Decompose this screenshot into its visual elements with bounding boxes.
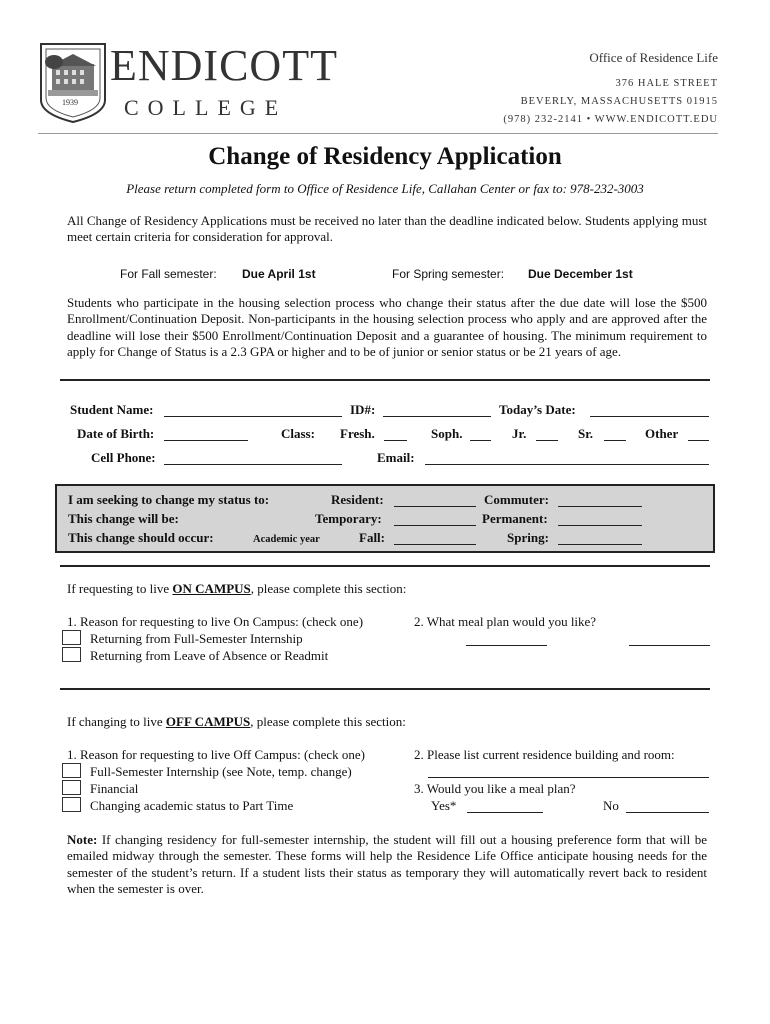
class-label: Class: (281, 426, 315, 441)
off-campus-opt3-checkbox[interactable] (62, 797, 81, 812)
fall-deadline-value: Due April 1st (242, 267, 316, 281)
email-label: Email: (377, 450, 415, 465)
off-campus-q2: 2. Please list current residence building and room: (414, 747, 675, 762)
spring-deadline-label: For Spring semester: (392, 267, 505, 281)
status-change-box (55, 484, 715, 553)
meal-plan-field-2[interactable] (629, 645, 710, 646)
todays-date-field[interactable] (590, 416, 709, 417)
header-divider (38, 133, 718, 134)
on-campus-opt2-checkbox[interactable] (62, 647, 81, 662)
college-wordmark: ENDICOTT (110, 41, 338, 90)
class-jr-label: Jr. (512, 426, 527, 441)
off-campus-intro-post: , please complete this section: (250, 714, 406, 729)
on-campus-opt2-label: Returning from Leave of Absence or Readmit (90, 648, 329, 663)
meal-plan-field-1[interactable] (466, 645, 547, 646)
commuter-field[interactable] (558, 506, 642, 507)
student-name-label: Student Name: (70, 402, 154, 417)
class-jr-field[interactable] (536, 440, 558, 441)
policy-paragraph: Students who participate in the housing selection process who change their status after the due date will lose the $500 Enrollment/Continuation Deposit. Non-participants in the housing selection process who apply and are approved after the deadline will lose their $500 Enrollment/Continuation Deposit and a guarantee of housing. The minimum requirement to apply for Change of Status is a 2.3 GPA or higher and to be of junior or senior status or be 21 years of age. (67, 295, 707, 360)
email-field[interactable] (425, 464, 709, 465)
on-campus-q1: 1. Reason for requesting to live On Campus: (check one) (67, 614, 364, 629)
class-other-field[interactable] (688, 440, 709, 441)
section-divider (60, 688, 710, 690)
class-sr-label: Sr. (578, 426, 594, 441)
off-campus-intro-pre: If changing to live (67, 714, 166, 729)
student-name-field[interactable] (164, 416, 342, 417)
spring-label: Spring: (507, 530, 549, 545)
college-seal-logo (38, 42, 108, 124)
cell-phone-field[interactable] (164, 464, 342, 465)
off-campus-opt1-checkbox[interactable] (62, 763, 81, 778)
permanent-label: Permanent: (482, 511, 548, 526)
spring-deadline-value: Due December 1st (528, 267, 633, 281)
class-fresh-field[interactable] (384, 440, 407, 441)
on-campus-key: ON CAMPUS (172, 581, 251, 596)
off-campus-opt2-checkbox[interactable] (62, 780, 81, 795)
on-campus-intro (67, 581, 406, 597)
off-campus-q3: 3. Would you like a meal plan? (414, 781, 576, 796)
on-campus-q2: 2. What meal plan would you like? (414, 614, 597, 629)
note-label: Note: (67, 832, 98, 847)
todays-date-label: Today’s Date: (499, 402, 576, 417)
change-will-be-label: This change will be: (68, 511, 179, 526)
page-title: Change of Residency Application (208, 143, 562, 170)
class-fresh-label: Fresh. (340, 426, 375, 441)
resident-label: Resident: (331, 492, 384, 507)
should-occur-label: This change should occur: (68, 530, 214, 545)
temporary-label: Temporary: (315, 511, 382, 526)
dob-label: Date of Birth: (77, 426, 155, 441)
class-sr-field[interactable] (604, 440, 626, 441)
fall-field[interactable] (394, 544, 476, 545)
off-campus-key: OFF CAMPUS (165, 714, 251, 729)
off-campus-q1: 1. Reason for requesting to live Off Campus: (check one) (67, 747, 365, 762)
meal-yes-label: Yes* (431, 798, 457, 813)
meal-no-label: No (603, 798, 619, 813)
meal-no-field[interactable] (626, 812, 709, 813)
on-campus-opt1-label: Returning from Full-Semester Internship (90, 631, 303, 646)
class-soph-label: Soph. (431, 426, 463, 441)
spring-field[interactable] (558, 544, 642, 545)
note-paragraph (67, 832, 707, 898)
on-campus-intro-post: , please complete this section: (250, 581, 407, 596)
fall-label: Fall: (359, 530, 385, 545)
dob-field[interactable] (164, 440, 248, 441)
off-campus-intro (67, 714, 406, 730)
temporary-field[interactable] (394, 525, 476, 526)
meal-yes-field[interactable] (467, 812, 543, 813)
off-campus-opt2-label: Financial (90, 781, 139, 796)
section-divider (60, 565, 710, 567)
on-campus-intro-pre: If requesting to live (67, 581, 173, 596)
office-name: Office of Residence Life (589, 50, 718, 65)
section-divider (60, 379, 710, 381)
college-wordmark-sub: COLLEGE (124, 95, 288, 120)
off-campus-opt3-label: Changing academic status to Part Time (90, 798, 294, 813)
class-soph-field[interactable] (470, 440, 491, 441)
commuter-label: Commuter: (484, 492, 549, 507)
note-text: If changing residency for full-semester internship, the student will fill out a housing preference form that will be emailed midway through the semester. These forms will help the Residence Life Office anticipate housing needs for the semester of the student’s return. If a student lists their status as temporary they will automatically revert back to resident when the semester is over. (67, 832, 707, 897)
resident-field[interactable] (394, 506, 476, 507)
page-subtitle: Please return completed form to Office of Residence Life, Callahan Center or fax to: 978-232-3003 (126, 181, 644, 196)
office-city: BEVERLY, MASSACHUSETTS 01915 (520, 96, 718, 107)
id-label: ID#: (350, 402, 376, 417)
on-campus-opt1-checkbox[interactable] (62, 630, 81, 645)
cell-phone-label: Cell Phone: (91, 450, 156, 465)
class-other-label: Other (645, 426, 679, 441)
academic-year-label: Academic year (253, 534, 320, 545)
id-field[interactable] (383, 416, 491, 417)
intro-paragraph: All Change of Residency Applications must be received no later than the deadline indicated below. Students applying must meet certain criteria for consideration for approval. (67, 213, 707, 245)
office-street: 376 HALE STREET (615, 78, 718, 89)
off-campus-opt1-label: Full-Semester Internship (see Note, temp. change) (90, 764, 352, 779)
permanent-field[interactable] (558, 525, 642, 526)
seeking-label: I am seeking to change my status to: (68, 492, 270, 507)
office-contact: (978) 232-2141 • WWW.ENDICOTT.EDU (503, 114, 718, 125)
residence-room-field[interactable] (428, 777, 709, 778)
fall-deadline-label: For Fall semester: (120, 267, 217, 281)
seal-year: 1939 (62, 98, 78, 107)
